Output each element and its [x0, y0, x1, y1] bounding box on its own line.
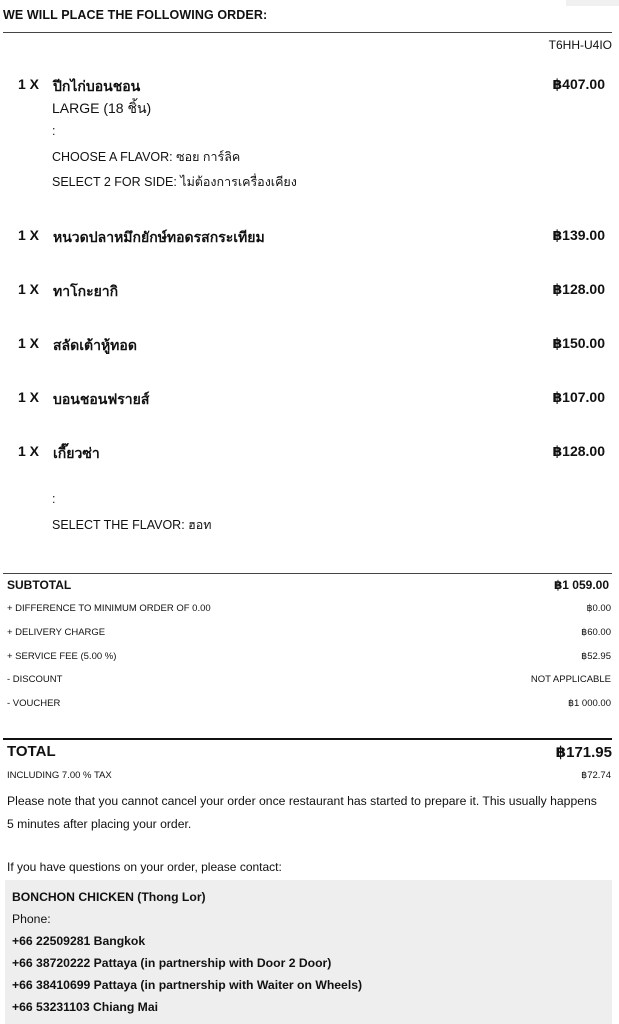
order-item	[0, 227, 619, 251]
contact-intro: If you have questions on your order, please contact:	[7, 860, 282, 874]
item-price: ฿407.00	[552, 76, 605, 92]
item-quantity: 1 X	[18, 443, 40, 459]
summary-line-value: ฿1 000.00	[567, 698, 611, 709]
item-quantity: 1 X	[18, 227, 40, 243]
item-option: CHOOSE A FLAVOR: ซอย การ์ลิค	[52, 150, 241, 164]
subtotal-label: SUBTOTAL	[7, 578, 72, 592]
item-name: หนวดปลาหมึกยักษ์ทอดรสกระเทียม	[53, 229, 265, 245]
total-value: ฿171.95	[555, 744, 612, 761]
item-price: ฿128.00	[552, 443, 605, 459]
summary-line-label: + DIFFERENCE TO MINIMUM ORDER OF 0.00	[7, 603, 211, 614]
total-divider	[3, 738, 612, 740]
item-option-separator: :	[52, 124, 56, 138]
summary-line-value: NOT APPLICABLE	[530, 674, 611, 685]
contact-box	[5, 880, 612, 1024]
total-label: TOTAL	[7, 743, 56, 760]
subtotal-divider	[3, 573, 612, 574]
tax-value: ฿72.74	[581, 770, 611, 781]
item-price: ฿139.00	[552, 227, 605, 243]
item-name: ทาโกะยากิ	[53, 283, 119, 299]
cancellation-note: Please note that you cannot cancel your order once restaurant has started to prepare it. This usually happens 5 minutes after placing your order.	[7, 794, 597, 831]
item-price: ฿150.00	[552, 335, 605, 351]
summary-line-label: + DELIVERY CHARGE	[7, 627, 106, 638]
order-item	[0, 281, 619, 305]
tax-label: INCLUDING 7.00 % TAX	[7, 770, 112, 781]
order-heading: WE WILL PLACE THE FOLLOWING ORDER:	[3, 8, 268, 22]
phone-number[interactable]: +66 22509281 Bangkok	[12, 934, 146, 948]
item-quantity: 1 X	[18, 389, 40, 405]
item-name: เกี๊ยวซ่า	[53, 445, 100, 461]
summary-line-label: - VOUCHER	[7, 698, 61, 709]
item-size: LARGE (18 ชิ้น)	[52, 100, 152, 116]
phone-number[interactable]: +66 38720222 Pattaya (in partnership with Door 2 Door)	[12, 956, 332, 970]
order-item	[0, 389, 619, 413]
item-name: ปีกไก่บอนชอน	[53, 78, 141, 94]
item-name: บอนชอนฟรายส์	[53, 391, 150, 407]
order-item	[0, 443, 619, 467]
summary-line-label: + SERVICE FEE (5.00 %)	[7, 651, 117, 662]
summary-line-label: - DISCOUNT	[7, 674, 63, 685]
item-price: ฿128.00	[552, 281, 605, 297]
item-option: SELECT THE FLAVOR: ฮอท	[52, 518, 212, 532]
item-quantity: 1 X	[18, 281, 40, 297]
item-quantity: 1 X	[18, 335, 40, 351]
item-option: SELECT 2 FOR SIDE: ไม่ต้องการเครื่องเคียง	[52, 175, 297, 189]
summary-line-value: ฿52.95	[581, 651, 611, 662]
order-code: T6HH-U4IO	[548, 38, 612, 52]
phone-number[interactable]: +66 38410699 Pattaya (in partnership with Waiter on Wheels)	[12, 978, 363, 992]
summary-line-value: ฿60.00	[581, 627, 611, 638]
subtotal-value: ฿1 059.00	[553, 578, 609, 592]
order-item	[0, 335, 619, 359]
header-divider	[3, 32, 612, 33]
restaurant-name: BONCHON CHICKEN (Thong Lor)	[12, 890, 206, 904]
summary-line-value: ฿0.00	[586, 603, 611, 614]
top-corner-shade	[566, 0, 619, 6]
item-quantity: 1 X	[18, 76, 40, 92]
item-option-separator: :	[52, 492, 56, 506]
item-name: สลัดเต้าหู้ทอด	[53, 337, 137, 353]
order-item	[0, 76, 619, 100]
item-price: ฿107.00	[552, 389, 605, 405]
phone-number[interactable]: +66 53231103 Chiang Mai	[12, 1000, 158, 1014]
phone-label: Phone:	[12, 912, 51, 926]
